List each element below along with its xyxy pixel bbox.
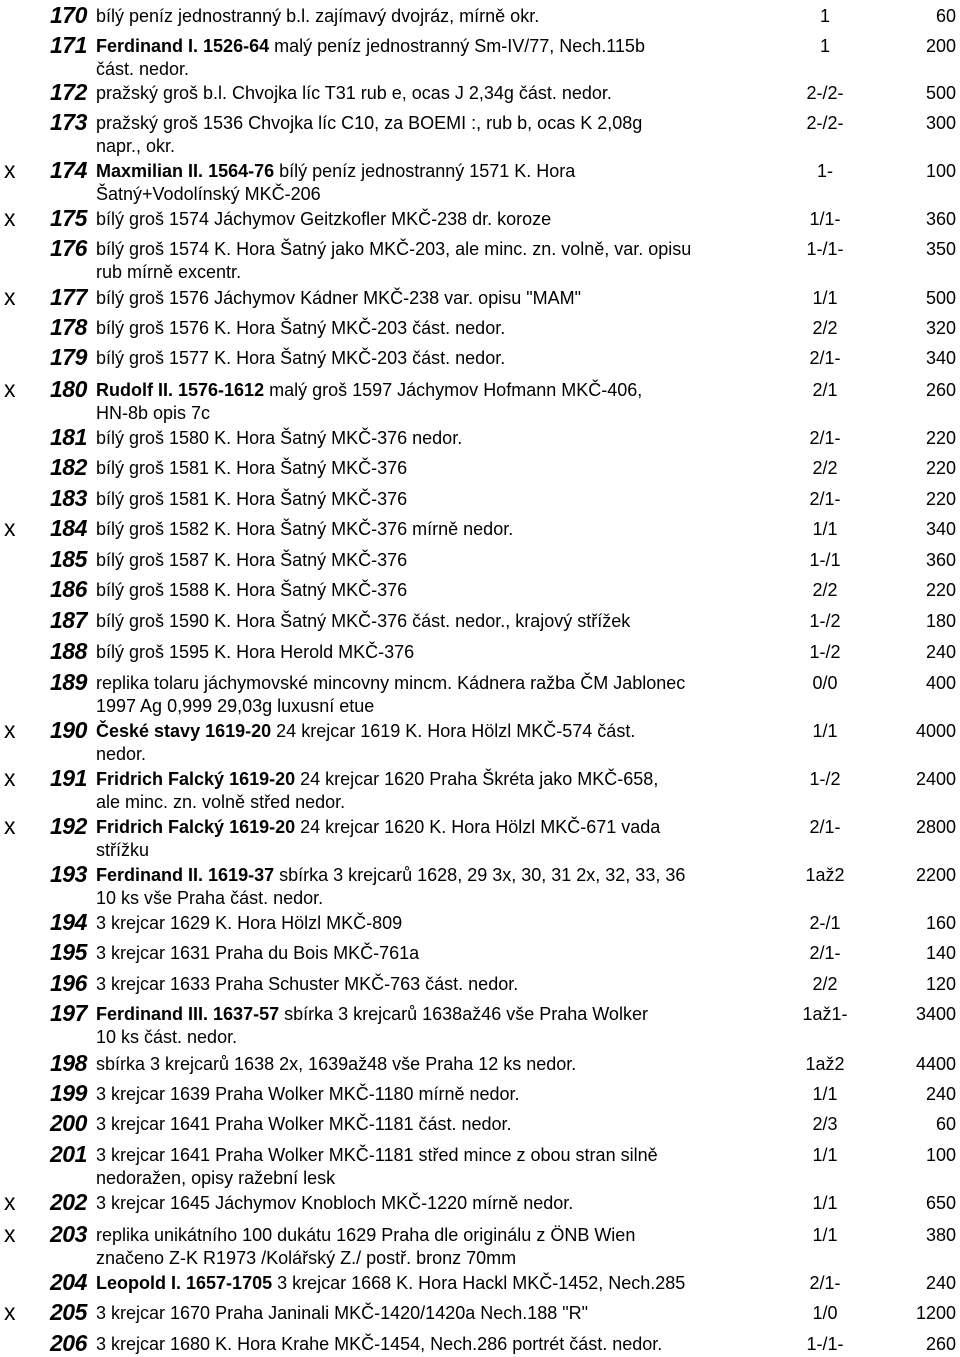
lot-price: 380 [925, 1225, 956, 1245]
lot-number: 184 [50, 515, 87, 541]
lot-mark: x [4, 1221, 16, 1247]
description-line [96, 35, 756, 58]
lot-grade: 1/1- [809, 209, 841, 229]
lot-price: 240 [925, 1273, 956, 1293]
lot-grade: 1/0 [812, 1303, 838, 1323]
description-text: napr., okr. [96, 135, 176, 156]
lot-number: 197 [50, 1000, 87, 1026]
lot-mark: x [4, 376, 16, 402]
lot-description [96, 427, 756, 450]
description-text: ale minc. zn. volně střed nedor. [96, 791, 346, 812]
lot-description [96, 641, 756, 664]
description-line [96, 58, 756, 81]
lot-number: 194 [50, 909, 87, 935]
description-line [96, 549, 756, 572]
description-text: sbírka 3 krejcarů 1628, 29 3x, 30, 31 2x, 32, 33, 36 [274, 865, 686, 885]
lot-mark: x [4, 765, 16, 791]
description-text: bílý groš 1574 K. Hora Šatný jako MKČ-203, ale minc. zn. volně, var. opisu [96, 239, 692, 259]
description-text: malý peníz jednostranný Sm-IV/77, Nech.115b [269, 36, 645, 56]
description-text: 3 krejcar 1639 Praha Wolker MKČ-1180 mírně nedor. [96, 1084, 520, 1104]
lot-description [96, 1224, 756, 1269]
lot-description [96, 347, 756, 370]
description-line [96, 942, 756, 965]
lot-price: 2200 [915, 865, 956, 885]
lot-number: 191 [50, 765, 87, 791]
description-text: malý groš 1597 Jáchymov Hofmann MKČ-406, [264, 380, 643, 400]
lot-number: 199 [50, 1080, 87, 1106]
description-text: značeno Z-K R1973 /Kolářský Z./ postř. bronz 70mm [96, 1247, 517, 1268]
lot-description [96, 518, 756, 541]
lot-description [96, 1144, 756, 1189]
lot-number: 192 [50, 813, 87, 839]
description-text: replika tolaru jáchymovské mincovny mincm. Kádnera ražba ČM Jablonec [96, 673, 686, 693]
lot-description [96, 1302, 756, 1325]
lot-price: 220 [925, 428, 956, 448]
lot-description [96, 35, 756, 80]
lot-grade: 1až1- [802, 1004, 848, 1024]
lot-grade: 1- [816, 161, 833, 181]
lot-number: 175 [50, 205, 87, 231]
lot-description [96, 973, 756, 996]
lot-price: 360 [925, 550, 956, 570]
lot-description [96, 610, 756, 633]
description-line [96, 112, 756, 135]
description-line [96, 973, 756, 996]
description-line [96, 1144, 756, 1167]
description-line [96, 1272, 756, 1295]
description-text: část. nedor. [96, 58, 190, 79]
lot-description [96, 720, 756, 765]
description-text: 3 krejcar 1629 K. Hora Hölzl MKČ-809 [96, 913, 403, 933]
ruler-name: Fridrich Falcký [96, 769, 225, 789]
description-text: 3 krejcar 1641 Praha Wolker MKČ-1181 část. nedor. [96, 1114, 512, 1134]
lot-description [96, 208, 756, 231]
lot-grade: 1/1 [812, 519, 838, 539]
description-text: 3 krejcar 1670 Praha Janinali MKČ-1420/1420a Nech.188 "R" [96, 1303, 589, 1323]
lot-grade: 2/2 [812, 974, 838, 994]
description-text: bílý groš 1582 K. Hora Šatný MKČ-376 mírně nedor. [96, 519, 514, 539]
description-line [96, 1333, 756, 1356]
lot-number: 200 [50, 1110, 87, 1136]
lot-description [96, 1272, 756, 1295]
lot-grade: 2/1- [809, 348, 841, 368]
lot-description [96, 1192, 756, 1215]
lot-price: 300 [925, 113, 956, 133]
lot-mark: x [4, 717, 16, 743]
lot-description [96, 1003, 756, 1048]
lot-number: 195 [50, 939, 87, 965]
description-line [96, 317, 756, 340]
reign-dates: 1657-1705 [186, 1273, 273, 1293]
description-line [96, 208, 756, 231]
lot-grade: 2-/2- [806, 83, 844, 103]
lot-number: 188 [50, 638, 87, 664]
lot-price: 140 [925, 943, 956, 963]
lot-grade: 2/1- [809, 943, 841, 963]
lot-price: 2400 [915, 769, 956, 789]
lot-grade: 1-/1 [809, 550, 841, 570]
lot-grade: 2/1- [809, 817, 841, 837]
lot-price: 340 [925, 348, 956, 368]
lot-number: 190 [50, 717, 87, 743]
description-line [96, 82, 756, 105]
lot-number: 193 [50, 861, 87, 887]
lot-mark: x [4, 813, 16, 839]
lot-number: 172 [50, 79, 87, 105]
lot-price: 650 [925, 1193, 956, 1213]
description-text: bílý groš 1595 K. Hora Herold MKČ-376 [96, 642, 415, 662]
description-line [96, 1053, 756, 1076]
lot-price: 60 [935, 1114, 956, 1134]
lot-price: 60 [935, 6, 956, 26]
description-line [96, 1247, 756, 1270]
lot-number: 176 [50, 235, 87, 261]
lot-description [96, 816, 756, 861]
lot-price: 1200 [915, 1303, 956, 1323]
lot-number: 205 [50, 1299, 87, 1325]
lot-grade: 1-/2 [809, 642, 841, 662]
lot-description [96, 942, 756, 965]
lot-grade: 2/1- [809, 428, 841, 448]
ruler-name: Rudolf II. [96, 380, 173, 400]
lot-number: 206 [50, 1330, 87, 1356]
lot-grade: 1-/2 [809, 769, 841, 789]
description-text: 24 krejcar 1620 K. Hora Hölzl MKČ-671 vada [295, 817, 661, 837]
lot-grade: 1-/1- [806, 1334, 844, 1354]
lot-number: 177 [50, 284, 87, 310]
ruler-name: Ferdinand II. [96, 865, 204, 885]
lot-number: 203 [50, 1221, 87, 1247]
lot-grade: 2-/2- [806, 113, 844, 133]
lot-grade: 1-/1- [806, 239, 844, 259]
description-line [96, 579, 756, 602]
description-text: bílý groš 1580 K. Hora Šatný MKČ-376 nedor. [96, 428, 463, 448]
lot-number: 170 [50, 2, 87, 28]
description-line [96, 641, 756, 664]
description-text: bílý groš 1581 K. Hora Šatný MKČ-376 [96, 458, 408, 478]
description-line [96, 912, 756, 935]
lot-grade: 2/1- [809, 489, 841, 509]
ruler-name: České stavy [96, 721, 201, 741]
lot-number: 196 [50, 970, 87, 996]
description-text: rub mírně excentr. [96, 261, 242, 282]
lot-price: 4400 [915, 1054, 956, 1074]
lot-description [96, 112, 756, 157]
description-line [96, 816, 756, 839]
description-text: bílý groš 1588 K. Hora Šatný MKČ-376 [96, 580, 408, 600]
lot-number: 185 [50, 546, 87, 572]
description-line [96, 402, 756, 425]
lot-number: 182 [50, 454, 87, 480]
description-text: střížku [96, 839, 150, 860]
lot-description [96, 672, 756, 717]
lot-number: 201 [50, 1141, 87, 1167]
description-line [96, 261, 756, 284]
lot-description [96, 238, 756, 283]
lot-number: 189 [50, 669, 87, 695]
description-text: 3 krejcar 1645 Jáchymov Knobloch MKČ-1220 mírně nedor. [96, 1193, 574, 1213]
description-text: bílý groš 1576 K. Hora Šatný MKČ-203 část. nedor. [96, 318, 506, 338]
description-line [96, 488, 756, 511]
lot-description [96, 864, 756, 909]
lot-grade: 2/2 [812, 318, 838, 338]
ruler-name: Maxmilian II. [96, 161, 204, 181]
description-line [96, 5, 756, 28]
lot-description [96, 549, 756, 572]
lot-price: 2800 [915, 817, 956, 837]
description-line [96, 379, 756, 402]
lot-price: 260 [925, 380, 956, 400]
description-line [96, 1302, 756, 1325]
description-line [96, 1003, 756, 1026]
lot-grade: 2-/1 [809, 913, 841, 933]
lot-price: 500 [925, 288, 956, 308]
ruler-name: Leopold I. [96, 1273, 181, 1293]
description-line [96, 183, 756, 206]
lot-number: 174 [50, 157, 87, 183]
lot-grade: 2/3 [812, 1114, 838, 1134]
lot-number: 186 [50, 576, 87, 602]
lot-mark: x [4, 205, 16, 231]
description-line [96, 287, 756, 310]
description-text: sbírka 3 krejcarů 1638až46 vše Praha Wolker [279, 1004, 648, 1024]
ruler-name: Fridrich Falcký [96, 817, 225, 837]
ruler-name: Ferdinand I. [96, 36, 199, 56]
reign-dates: 1576-1612 [178, 380, 265, 400]
description-text: bílý groš 1576 Jáchymov Kádner MKČ-238 var. opisu "MAM" [96, 288, 581, 308]
lot-grade: 0/0 [812, 673, 838, 693]
lot-price: 100 [925, 161, 956, 181]
lot-mark: x [4, 157, 16, 183]
description-line [96, 610, 756, 633]
lot-price: 360 [925, 209, 956, 229]
lot-price: 220 [925, 580, 956, 600]
lot-grade: 2/1 [812, 380, 838, 400]
reign-dates: 1619-20 [229, 769, 296, 789]
description-line [96, 839, 756, 862]
description-line [96, 347, 756, 370]
description-line [96, 518, 756, 541]
lot-description [96, 488, 756, 511]
lot-mark: x [4, 1299, 16, 1325]
description-text: 3 krejcar 1631 Praha du Bois MKČ-761a [96, 943, 420, 963]
description-line [96, 743, 756, 766]
lot-price: 500 [925, 83, 956, 103]
lot-price: 200 [925, 36, 956, 56]
reign-dates: 1619-37 [208, 865, 275, 885]
lot-description [96, 1333, 756, 1356]
lot-grade: 1/1 [812, 1193, 838, 1213]
description-text: HN-8b opis 7c [96, 402, 211, 423]
description-text: bílý peníz jednostranný b.l. zajímavý dvojráz, mírně okr. [96, 6, 540, 26]
lot-description [96, 1083, 756, 1106]
lot-description [96, 5, 756, 28]
description-line [96, 135, 756, 158]
ruler-name: Ferdinand III. [96, 1004, 209, 1024]
description-text: 3 krejcar 1680 K. Hora Krahe MKČ-1454, Nech.286 portrét část. nedor. [96, 1334, 663, 1354]
lot-grade: 1/1 [812, 721, 838, 741]
lot-description [96, 1053, 756, 1076]
lot-mark: x [4, 1189, 16, 1215]
description-line [96, 457, 756, 480]
lot-grade: 2/2 [812, 458, 838, 478]
description-line [96, 1167, 756, 1190]
description-text: sbírka 3 krejcarů 1638 2x, 1639až48 vše Praha 12 ks nedor. [96, 1054, 577, 1074]
lot-number: 202 [50, 1189, 87, 1215]
lot-mark: x [4, 515, 16, 541]
lot-number: 178 [50, 314, 87, 340]
lot-number: 204 [50, 1269, 87, 1295]
lot-grade: 2/1- [809, 1273, 841, 1293]
description-text: 3 krejcar 1668 K. Hora Hackl MKČ-1452, Nech.285 [272, 1273, 686, 1293]
description-line [96, 768, 756, 791]
lot-description [96, 82, 756, 105]
lot-description [96, 1113, 756, 1136]
description-text: 24 krejcar 1620 Praha Škréta jako MKČ-658, [295, 769, 659, 789]
description-line [96, 791, 756, 814]
description-line [96, 695, 756, 718]
lot-price: 180 [925, 611, 956, 631]
description-text: pražský groš b.l. Chvojka líc T31 rub e, ocas J 2,34g část. nedor. [96, 83, 612, 103]
lot-price: 240 [925, 1084, 956, 1104]
lot-price: 350 [925, 239, 956, 259]
lot-price: 320 [925, 318, 956, 338]
description-line [96, 1192, 756, 1215]
lot-number: 171 [50, 32, 87, 58]
description-line [96, 1113, 756, 1136]
reign-dates: 1564-76 [208, 161, 275, 181]
lot-grade: 1až2 [805, 1054, 845, 1074]
lot-description [96, 287, 756, 310]
lot-price: 100 [925, 1145, 956, 1165]
description-text: bílý groš 1590 K. Hora Šatný MKČ-376 část. nedor., krajový střížek [96, 611, 631, 631]
lot-description [96, 579, 756, 602]
lot-grade: 1/1 [812, 1145, 838, 1165]
lot-grade: 1/1 [812, 1084, 838, 1104]
description-text: bílý groš 1587 K. Hora Šatný MKČ-376 [96, 550, 408, 570]
reign-dates: 1619-20 [205, 721, 272, 741]
lot-grade: 1 [819, 6, 830, 26]
lot-description [96, 457, 756, 480]
lot-price: 340 [925, 519, 956, 539]
description-text: bílý groš 1574 Jáchymov Geitzkofler MKČ-238 dr. koroze [96, 209, 552, 229]
lot-description [96, 317, 756, 340]
description-text: bílý groš 1577 K. Hora Šatný MKČ-203 část. nedor. [96, 348, 506, 368]
description-line [96, 720, 756, 743]
description-text: pražský groš 1536 Chvojka líc C10, za BOEMI :, rub b, ocas K 2,08g [96, 113, 643, 133]
lot-number: 179 [50, 344, 87, 370]
lot-description [96, 379, 756, 424]
lot-price: 260 [925, 1334, 956, 1354]
description-text: Šatný+Vodolínský MKČ-206 [96, 183, 321, 204]
description-line [96, 1083, 756, 1106]
description-text: 24 krejcar 1619 K. Hora Hölzl MKČ-574 část. [271, 721, 636, 741]
description-text: bílý groš 1581 K. Hora Šatný MKČ-376 [96, 489, 408, 509]
lot-number: 181 [50, 424, 87, 450]
lot-grade: 1/1 [812, 288, 838, 308]
description-text: nedoražen, opisy ražební lesk [96, 1167, 336, 1188]
description-line [96, 864, 756, 887]
lot-grade: 2/2 [812, 580, 838, 600]
description-text: replika unikátního 100 dukátu 1629 Praha dle originálu z ÖNB Wien [96, 1225, 636, 1245]
lot-price: 120 [925, 974, 956, 994]
lot-price: 400 [925, 673, 956, 693]
description-text: 1997 Ag 0,999 29,03g luxusní etue [96, 695, 375, 716]
lot-grade: 1až2 [805, 865, 845, 885]
lot-number: 173 [50, 109, 87, 135]
lot-grade: 1/1 [812, 1225, 838, 1245]
description-line [96, 427, 756, 450]
lot-grade: 1 [819, 36, 830, 56]
lot-price: 3400 [915, 1004, 956, 1024]
description-text: 3 krejcar 1641 Praha Wolker MKČ-1181 střed mince z obou stran silně [96, 1145, 658, 1165]
description-text: 3 krejcar 1633 Praha Schuster MKČ-763 část. nedor. [96, 974, 519, 994]
lot-description [96, 768, 756, 813]
lot-price: 4000 [915, 721, 956, 741]
lot-price: 220 [925, 458, 956, 478]
lot-price: 160 [925, 913, 956, 933]
description-text: bílý peníz jednostranný 1571 K. Hora [274, 161, 576, 181]
reign-dates: 1619-20 [229, 817, 296, 837]
description-text: 10 ks vše Praha část. nedor. [96, 887, 324, 908]
lot-price: 240 [925, 642, 956, 662]
lot-number: 198 [50, 1050, 87, 1076]
reign-dates: 1526-64 [203, 36, 270, 56]
description-line [96, 160, 756, 183]
lot-mark: x [4, 284, 16, 310]
lot-grade: 1-/2 [809, 611, 841, 631]
lot-description [96, 912, 756, 935]
lot-number: 187 [50, 607, 87, 633]
lot-description [96, 160, 756, 205]
description-line [96, 887, 756, 910]
description-line [96, 238, 756, 261]
description-line [96, 1224, 756, 1247]
lot-price: 220 [925, 489, 956, 509]
description-line [96, 1026, 756, 1049]
description-text: 10 ks část. nedor. [96, 1026, 238, 1047]
reign-dates: 1637-57 [213, 1004, 280, 1024]
lot-number: 180 [50, 376, 87, 402]
description-text: nedor. [96, 743, 147, 764]
description-line [96, 672, 756, 695]
lot-number: 183 [50, 485, 87, 511]
